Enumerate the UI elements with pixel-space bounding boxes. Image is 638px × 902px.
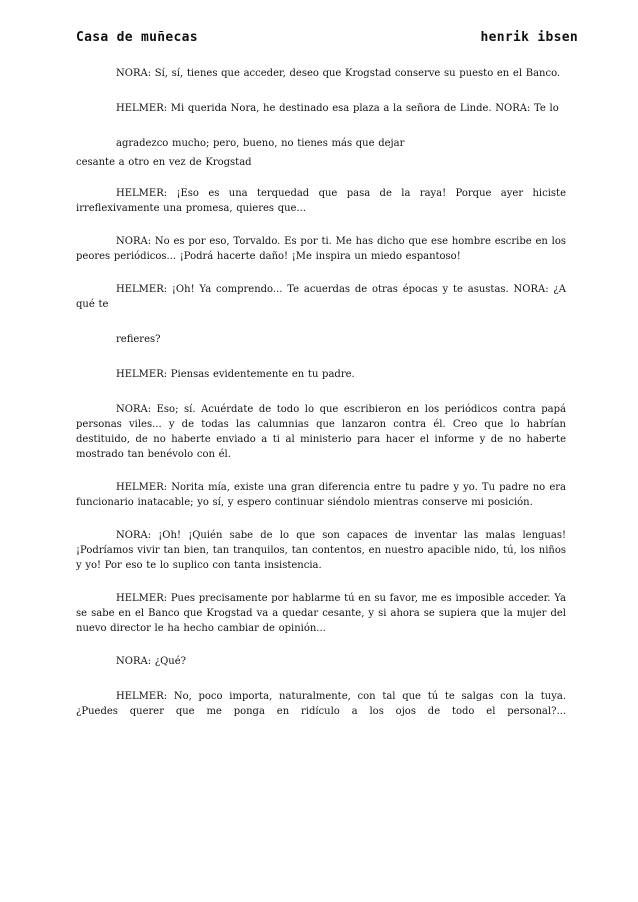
paragraph: NORA: ¿Qué?	[116, 656, 187, 667]
paragraph: HELMER: No, poco importa, naturalmente, con tal que tú te salgas con la tuya. ¿Puedes querer que me ponga en ridículo a los ojos de todo el personal?...	[76, 691, 566, 717]
paragraph: NORA: ¡Oh! ¡Quién sabe de lo que son capaces de inventar las malas lenguas! ¡Podríamos vivir tan bien, tan tranquilos, tan contentos, en nuestro apacible nido, tú, los niños y yo! Por eso te lo suplico con tanta insistencia.	[76, 530, 566, 571]
paragraph: cesante a otro en vez de Krogstad	[76, 157, 252, 168]
paragraph: agradezco mucho; pero, bueno, no tienes más que dejar	[116, 138, 405, 149]
paragraph: NORA: Eso; sí. Acuérdate de todo lo que escribieron en los periódicos contra papá personas viles... y de todas las calumnias que lanzaron contra él. Creo que lo habrían destituido, de no haberte enviado a ti al ministerio para hacer el informe y de no haberte mostrado tan benévolo con él.	[76, 404, 566, 460]
paragraph: HELMER: ¡Oh! Ya comprendo... Te acuerdas de otras épocas y te asustas. NORA: ¿A qué te	[76, 284, 566, 310]
paragraph: HELMER: ¡Eso es una terquedad que pasa de la raya! Porque ayer hiciste irreflexivamente una promesa, quieres que...	[76, 188, 566, 214]
paragraph: HELMER: Norita mía, existe una gran diferencia entre tu padre y yo. Tu padre no era funcionario inatacable; yo sí, y espero continuar siéndolo mientras conserve mi posición.	[76, 482, 566, 508]
header-author: henrik ibsen	[480, 30, 578, 45]
paragraph: HELMER: Mi querida Nora, he destinado esa plaza a la señora de Linde. NORA: Te lo	[116, 103, 559, 114]
running-header	[76, 30, 578, 52]
header-title: Casa de muñecas	[76, 30, 198, 45]
paragraph: HELMER: Piensas evidentemente en tu padre.	[116, 369, 355, 380]
paragraph: HELMER: Pues precisamente por hablarme tú en su favor, me es imposible acceder. Ya se sabe en el Banco que Krogstad va a quedar cesante, y si ahora se supiera que la mujer del nuevo director le ha hecho cambiar de opinión...	[76, 593, 566, 634]
paragraph: NORA: No es por eso, Torvaldo. Es por ti. Me has dicho que ese hombre escribe en los peores periódicos... ¡Podrá hacerte daño! ¡Me inspira un miedo espantoso!	[76, 236, 566, 262]
paragraph: refieres?	[116, 334, 161, 345]
paragraph: NORA: Sí, sí, tienes que acceder, deseo que Krogstad conserve su puesto en el Banco.	[116, 68, 561, 79]
document-body	[76, 66, 566, 737]
